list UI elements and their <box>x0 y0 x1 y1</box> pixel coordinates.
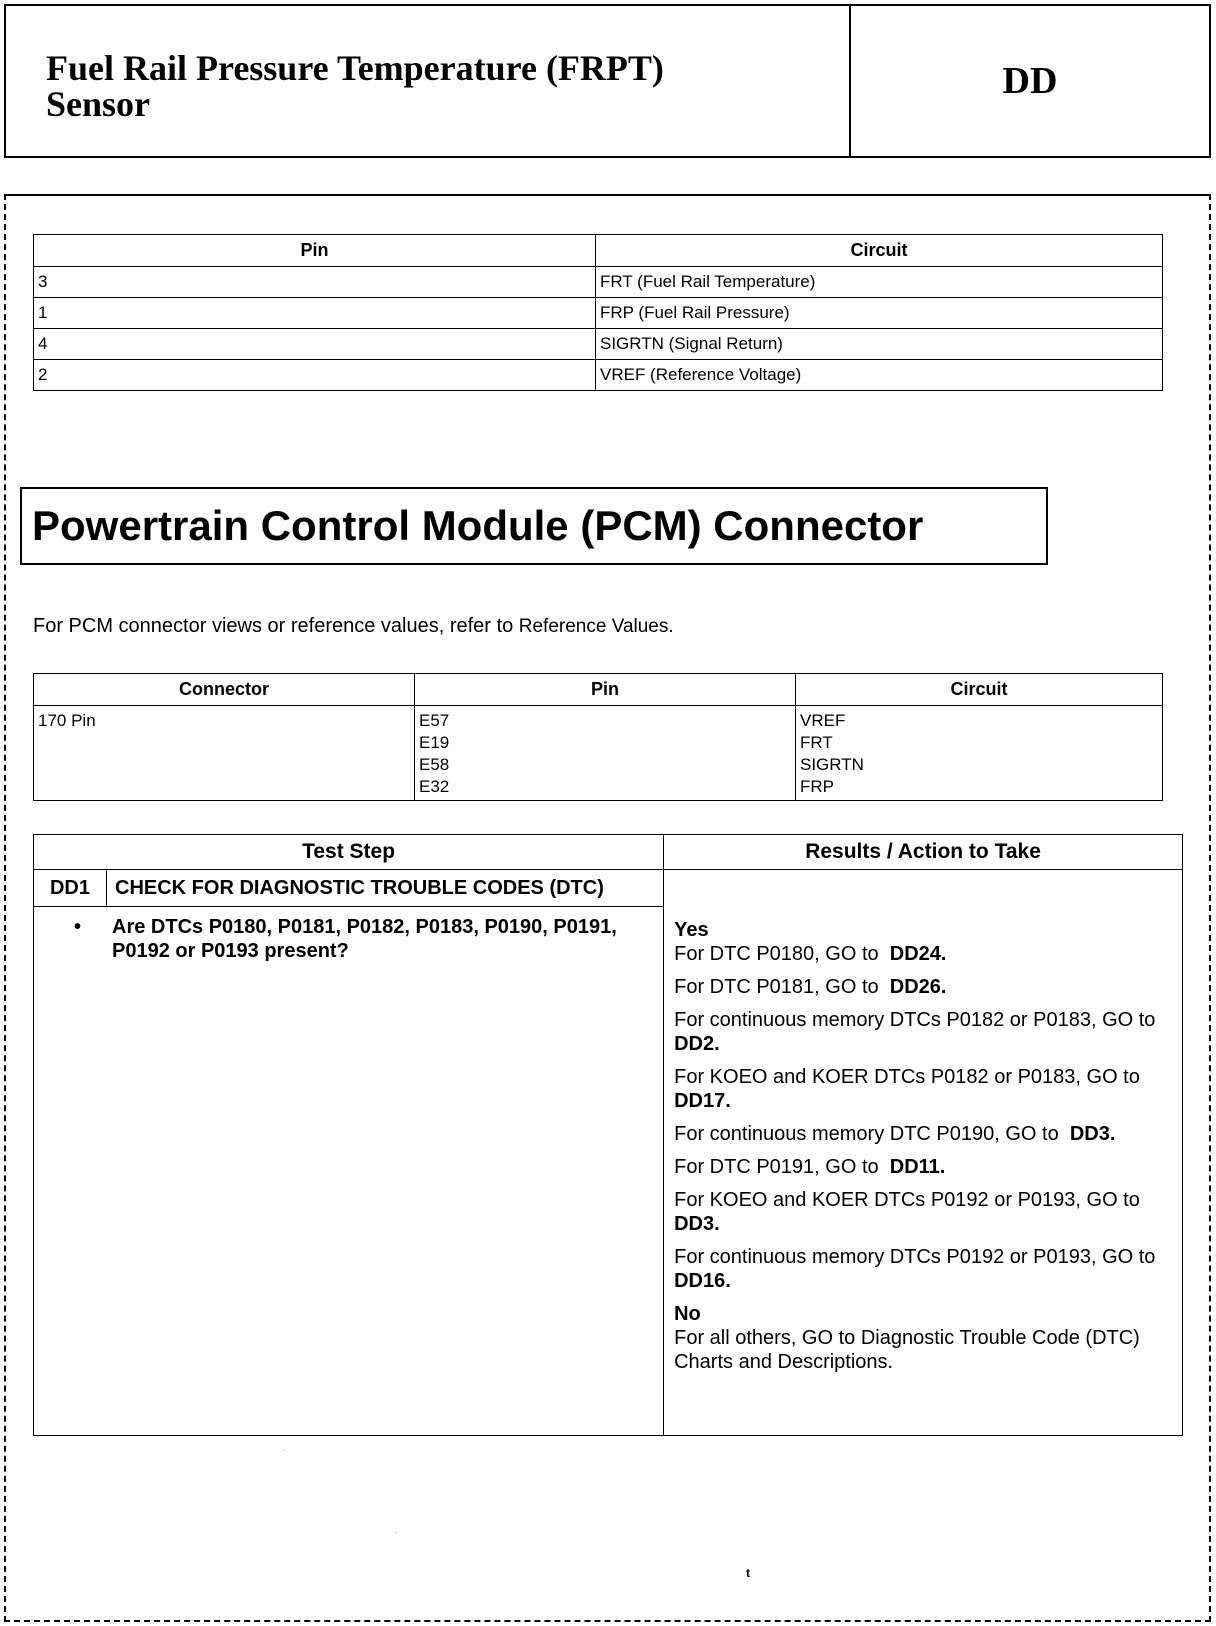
pin-cell: 4 <box>34 329 596 360</box>
yes-block <box>674 870 1176 969</box>
yes-action: For DTC P0181, GO to DD26. <box>674 976 947 998</box>
scan-speck: · <box>283 1446 286 1455</box>
page-title <box>46 50 836 122</box>
goto-link[interactable]: DD11. <box>889 1156 946 1178</box>
column-header-circuit: Circuit <box>596 235 1163 267</box>
goto-link[interactable]: DD3. <box>674 1213 720 1235</box>
pin-value: E58 <box>419 755 450 774</box>
table-header-row <box>34 674 1163 706</box>
question-item <box>74 915 653 963</box>
column-header-results: Results / Action to Take <box>664 835 1183 870</box>
goto-link[interactable]: DD3. <box>1069 1123 1116 1145</box>
circuit-cell: FRP (Fuel Rail Pressure) <box>596 298 1163 329</box>
circuit-value: SIGRTN <box>800 755 864 774</box>
column-header-pin: Pin <box>415 674 796 706</box>
question-text: Are DTCs P0180, P0181, P0182, P0183, P0190, P0191, P0192 or P0193 present? <box>112 916 617 962</box>
circuit-list-cell <box>796 706 1163 801</box>
section-code: DD <box>1002 60 1058 102</box>
results-cell <box>664 870 1183 1436</box>
circuit-cell: FRT (Fuel Rail Temperature) <box>596 267 1163 298</box>
circuit-cell: SIGRTN (Signal Return) <box>596 329 1163 360</box>
pin-cell: 2 <box>34 360 596 391</box>
goto-link[interactable]: DD17. <box>674 1090 731 1112</box>
step-title-row <box>34 870 1183 907</box>
no-label: No <box>674 1303 701 1325</box>
goto-link[interactable]: DD24. <box>889 943 947 965</box>
yes-action: For DTC P0191, GO to DD11. <box>674 1156 946 1178</box>
header-box <box>4 4 1211 158</box>
table-header-row <box>34 835 1183 870</box>
title-line-2: Sensor <box>46 84 151 124</box>
circuit-cell: VREF (Reference Voltage) <box>596 360 1163 391</box>
sensor-pin-table <box>33 234 1163 391</box>
table-header-row <box>34 235 1163 267</box>
circuit-value: VREF <box>800 711 846 730</box>
pin-cell: 1 <box>34 298 596 329</box>
circuit-value: FRT <box>800 733 833 752</box>
table-row <box>34 706 1163 801</box>
pcm-section-title: Powertrain Control Module (PCM) Connector <box>20 487 1048 565</box>
yes-action: For continuous memory DTCs P0192 or P0193, GO to DD16. <box>674 1246 1156 1292</box>
column-header-connector: Connector <box>34 674 415 706</box>
test-step-table <box>33 834 1183 1436</box>
pin-list-cell <box>415 706 796 801</box>
table-row <box>34 329 1163 360</box>
goto-link[interactable]: DD16. <box>674 1270 731 1292</box>
table-row <box>34 298 1163 329</box>
yes-action: For KOEO and KOER DTCs P0182 or P0183, GO to DD17. <box>674 1066 1140 1112</box>
yes-action: For DTC P0180, GO to DD24. <box>674 943 947 965</box>
goto-link[interactable]: DD2. <box>674 1033 720 1055</box>
step-body <box>34 907 664 1436</box>
column-header-test-step: Test Step <box>34 835 664 870</box>
page-mark: t <box>746 1566 750 1580</box>
table-row <box>34 267 1163 298</box>
circuit-value: FRP <box>800 777 834 796</box>
yes-label: Yes <box>674 919 709 941</box>
title-line-1: Fuel Rail Pressure Temperature (FRPT) <box>46 48 664 88</box>
pcm-connector-table <box>33 673 1163 801</box>
step-title: CHECK FOR DIAGNOSTIC TROUBLE CODES (DTC) <box>107 870 664 907</box>
no-block <box>674 1296 1176 1377</box>
scan-speck: · <box>395 1528 398 1537</box>
column-header-pin: Pin <box>34 235 596 267</box>
yes-action: For continuous memory DTC P0190, GO to DD3. <box>674 1123 1116 1145</box>
connector-cell: 170 Pin <box>34 706 415 801</box>
goto-link[interactable]: DD26. <box>889 976 947 998</box>
intro-prefix: For PCM connector views or reference values, refer to <box>33 615 514 637</box>
yes-action: For continuous memory DTCs P0182 or P0183, GO to DD2. <box>674 1009 1156 1055</box>
table-row <box>34 360 1163 391</box>
yes-action: For KOEO and KOER DTCs P0192 or P0193, GO to DD3. <box>674 1189 1140 1235</box>
step-id: DD1 <box>34 870 107 907</box>
column-header-circuit: Circuit <box>796 674 1163 706</box>
pin-value: E32 <box>419 777 450 796</box>
pcm-intro-text <box>33 615 674 638</box>
no-action[interactable]: For all others, GO to Diagnostic Trouble Code (DTC) Charts and Descriptions. <box>674 1327 1140 1373</box>
pin-value: E57 <box>419 711 450 730</box>
pin-cell: 3 <box>34 267 596 298</box>
reference-values-link[interactable]: Reference Values. <box>518 616 674 637</box>
bullet-icon: • <box>74 916 82 938</box>
pin-value: E19 <box>419 733 450 752</box>
